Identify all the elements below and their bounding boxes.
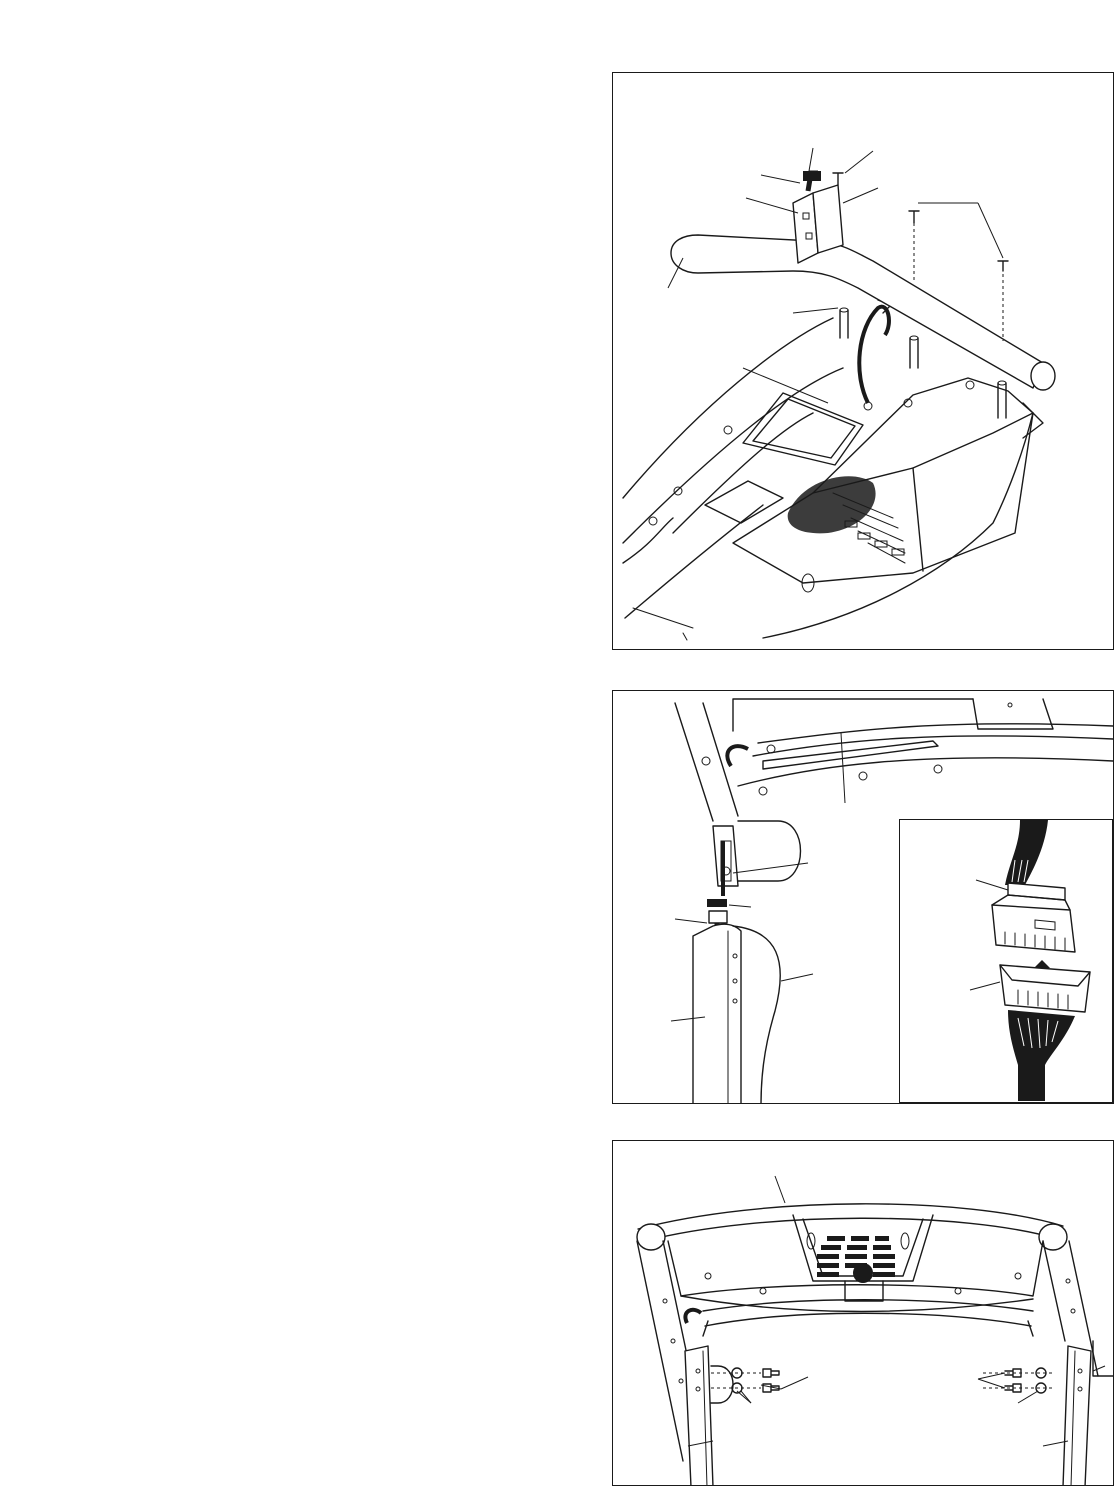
wire-loop [859,307,889,403]
figure-3-panel [612,1140,1114,1486]
connector-detail [900,820,1111,1101]
crossbar-tube [671,235,1055,390]
vent-slots [788,476,905,563]
connector-detail-inset [899,819,1113,1103]
left-lower-upright [685,1346,733,1486]
crossbar-end [738,821,801,881]
right-end-cap [1039,1224,1067,1250]
label-plate [705,481,783,523]
label-plate [845,1281,883,1301]
frame-outer-curve [623,318,833,498]
right-lower-upright [1063,1341,1113,1486]
figure-1-panel [612,72,1114,650]
upper-cable [1005,820,1048,885]
lower-upright [693,924,741,1104]
left-washers-bolts [732,1368,779,1393]
motor-hood [733,378,1033,583]
upper-connector [992,905,1075,952]
figure-1-illustration [613,73,1114,650]
trim-strip [743,393,863,465]
lower-connector [1000,965,1090,1012]
wire-connector [803,171,821,181]
figure-2-panel [612,690,1114,1104]
figure-3-illustration [613,1141,1114,1486]
lower-cable [1008,1010,1075,1101]
left-end-cap [637,1224,665,1250]
right-washers-bolts [1005,1368,1046,1393]
upright-bracket [713,826,738,886]
crossbar-top [638,1204,1063,1229]
